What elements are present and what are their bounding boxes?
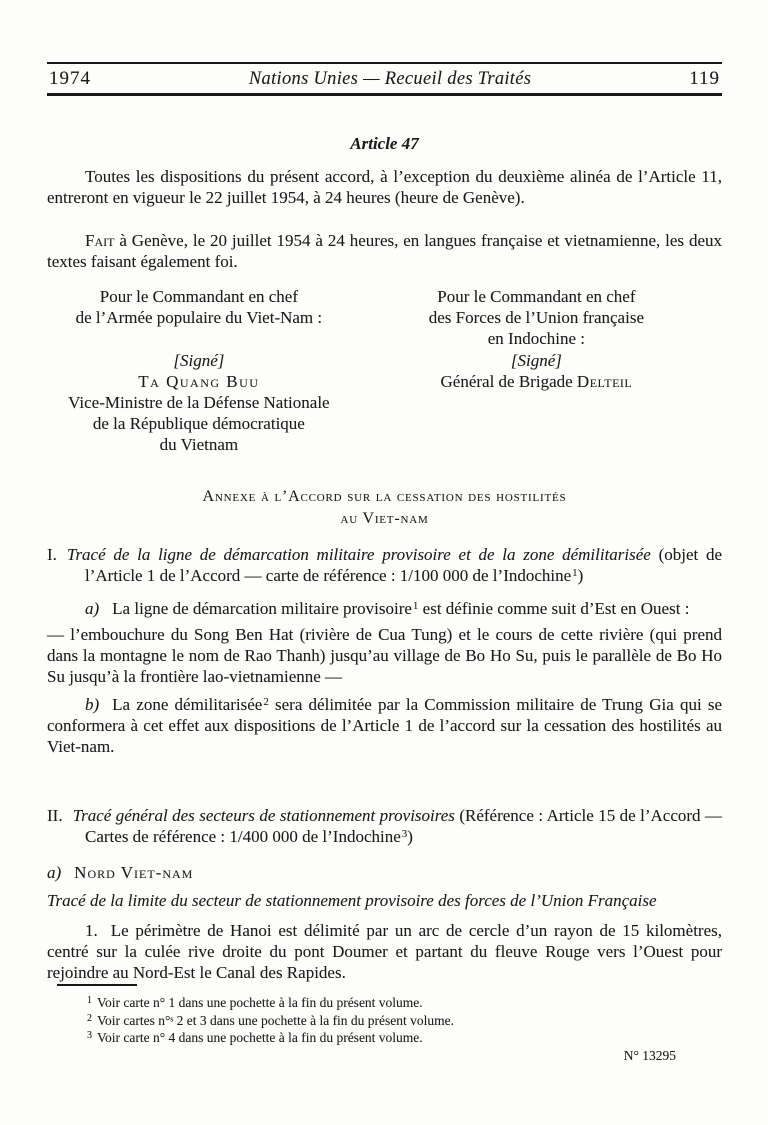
footnote-2 (47, 1012, 722, 1030)
section-2-paragraph-1 (47, 920, 722, 983)
footnote-3-text: Voir carte n° 4 dans une pochette à la fin du présent volume. (97, 1030, 423, 1045)
section-2 (47, 805, 722, 983)
footnote-ref-3: 3 (401, 828, 408, 840)
footnote-3 (47, 1029, 722, 1047)
item-a-label: a) (85, 599, 100, 618)
signatory-left-line1: Pour le Commandant en chef (99, 287, 299, 306)
section-1 (47, 544, 722, 757)
fait-smallcaps: Fait (85, 231, 115, 250)
section-1-item-b (47, 694, 722, 757)
signature-block (47, 286, 722, 455)
signed-left: [Signé] (173, 351, 225, 370)
section-1-label: I. (47, 545, 57, 564)
header-year: 1974 (49, 68, 91, 89)
paragraph-1-text: Le périmètre de Hanoi est délimité par un arc de cercle d’un rayon de 15 kilomètres, centré sur la culée rive droite du pont Doumer et partant du fleuve Rouge vers l’Ouest pour rejoindre au Nord-Est le Canal des Rapides. (47, 921, 722, 982)
fait-rest: à Genève, le 20 juillet 1954 à 24 heures, en langues française et vietnamienne, les deux textes faisant également foi. (47, 231, 722, 271)
footnote-ref-1: 1 (572, 567, 578, 579)
section-1-dash-paragraph: — l’embouchure du Song Ben Hat (rivière de Cua Tung) et le cours de cette rivière (qui prend dans la montagne le nom de Rao Thanh) jusqu’au village de Bo Ho Su, puis le parallèle de Bo Ho Su jusqu’à la frontière lao-vietnamienne — (47, 625, 722, 686)
footnote-separator (57, 984, 137, 986)
item-b-text: La zone démilitarisée (112, 695, 263, 714)
annexe-heading-line2: au Viet-nam (340, 510, 429, 527)
annexe-heading (47, 486, 722, 530)
signatory-right-name-line (351, 371, 722, 392)
section-2-sub-a (47, 862, 722, 883)
section-2-title-italic: Tracé général des secteurs de stationnement provisoires (72, 806, 455, 825)
section-1-title-italic: Tracé de la ligne de démarcation militaire provisoire et de la zone démilitarisée (66, 545, 651, 564)
signature-right-column (351, 286, 722, 455)
footnote-ref-1b: 1 (412, 600, 419, 612)
section-2-subtitle: Tracé de la limite du secteur de stationnement provisoire des forces de l’Union Française (47, 891, 657, 910)
signature-left-column (47, 286, 351, 455)
footnote-2-marker: 2 (87, 1012, 92, 1024)
treaty-number: N° 13295 (623, 1048, 676, 1063)
signatory-right-line3: en Indochine : (487, 329, 585, 348)
item-b-text-rest: sera délimitée par la Commission militaire de Trung Gia qui se conformera à cet effet aux dispositions de l’Article 1 de l’accord sur la cessation des hostilités au Viet-nam. (47, 695, 722, 756)
article-47-section (47, 133, 722, 272)
annexe-heading-line1: Annexe à l’Accord sur la cessation des hostilités (202, 488, 567, 505)
section-2-label: II. (47, 806, 63, 825)
signatory-right-name-prefix: Général de Brigade (440, 372, 577, 391)
footnote-3-marker: 3 (87, 1030, 92, 1041)
section-2-title (47, 805, 722, 847)
footnote-1-text: Voir carte n° 1 dans une pochette à la fin du présent volume. (97, 995, 423, 1010)
footnote-1 (47, 994, 722, 1012)
signed-right: [Signé] (510, 351, 562, 370)
item-a-text-rest: est définie comme suit d’Est en Ouest : (418, 599, 690, 618)
footnote-1-marker: 1 (87, 995, 92, 1006)
section-2-title-note-close: ) (407, 827, 413, 846)
article-heading: Article 47 (350, 134, 419, 153)
signatory-left-line2: de l’Armée populaire du Viet-Nam : (75, 308, 323, 327)
header-title: Nations Unies — Recueil des Traités (248, 69, 532, 89)
page-header (47, 62, 722, 96)
section-1-title-note-close: ) (577, 566, 584, 585)
signatory-right-line1: Pour le Commandant en chef (437, 287, 636, 306)
item-a-text: La ligne de démarcation militaire provisoire (112, 599, 412, 618)
header-page-number: 119 (689, 68, 720, 89)
section-1-title-note: (objet de l’Article 1 de l’Accord — carte de référence : 1/100 000 de l’Indochine (85, 545, 722, 585)
signatory-right-line2: des Forces de l’Union française (428, 308, 644, 327)
paragraph-1-number: 1. (85, 921, 98, 940)
signatory-right-name: Delteil (576, 372, 633, 391)
fait-paragraph (47, 230, 722, 272)
footnote-2-text: Voir cartes n°ˢ 2 et 3 dans une pochette à la fin du présent volume. (97, 1012, 455, 1028)
section-1-title (47, 544, 722, 586)
signatory-left-role2: de la République démocratique (92, 414, 305, 433)
section-2-title-note: (Référence : Article 15 de l’Accord — Cartes de référence : 1/400 000 de l’Indochine (85, 806, 722, 846)
section-1-item-a (47, 598, 722, 619)
header-row (47, 64, 722, 93)
header-bottom-rule (47, 93, 722, 96)
item-b-label: b) (85, 695, 100, 714)
signatory-left-name: Ta Quang Buu (138, 372, 260, 391)
footnote-ref-2: 2 (263, 696, 269, 708)
signatory-left-role1: Vice-Ministre de la Défense Nationale (68, 393, 330, 412)
footnote-area (47, 984, 722, 1047)
article-paragraph: Toutes les dispositions du présent accord, à l’exception du deuxième alinéa de l’Article 11, entreront en vigueur le 22 juillet 1954, à 24 heures (heure de Genève). (47, 167, 722, 207)
signatory-left-role3: du Vietnam (159, 435, 239, 454)
sub-a-label: a) (47, 863, 62, 882)
sub-a-heading: Nord Viet-nam (74, 863, 194, 882)
